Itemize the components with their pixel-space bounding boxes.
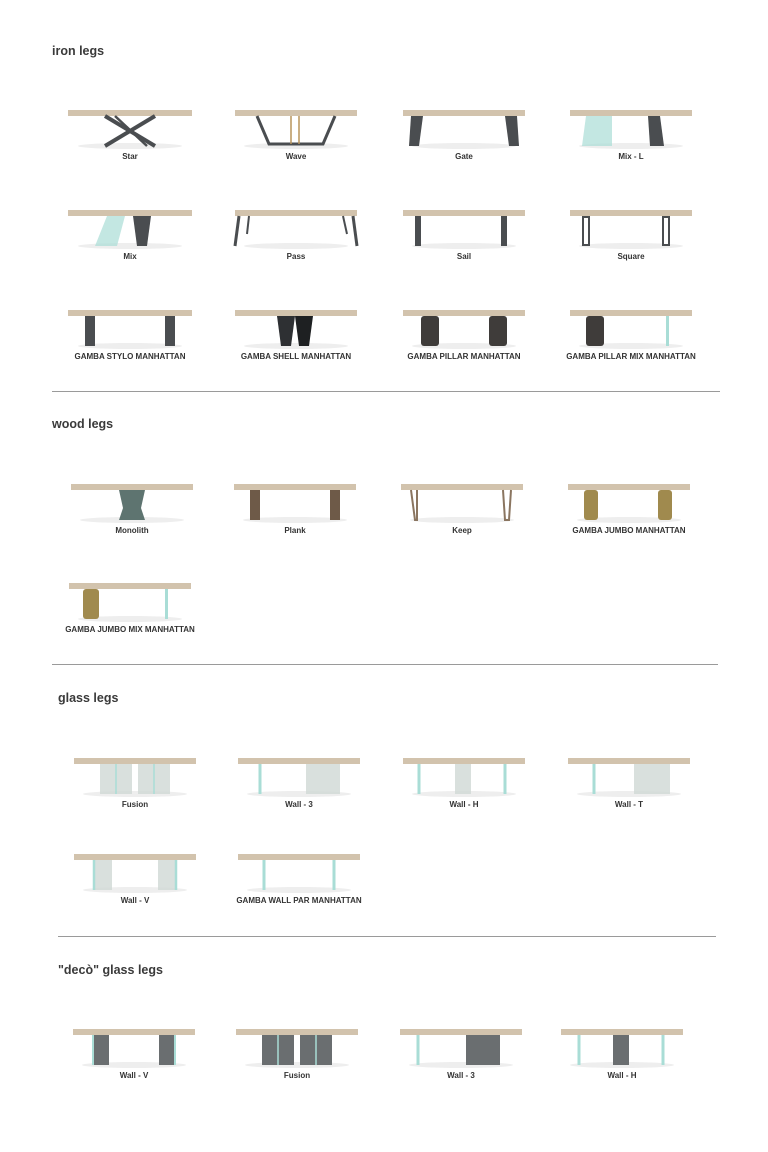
product-label: Wall - H [449,800,479,809]
section-title-wood-legs: wood legs [52,417,114,431]
product-label: Mix [123,252,137,261]
table-mix-icon [55,204,205,250]
product-deco-wall-3[interactable] [386,1023,536,1085]
product-label: GAMBA PILLAR MANHATTAN [407,352,521,361]
product-star[interactable] [55,104,205,166]
divider [58,936,716,937]
product-gamba-shell[interactable] [221,304,371,366]
product-label: Square [617,252,645,261]
table-sail-icon [389,204,539,250]
product-label: Wall - V [119,1071,149,1080]
product-gamba-pillar[interactable] [389,304,539,366]
table-jumbo-mix-icon [55,577,205,623]
product-label: Wave [285,152,307,161]
product-gamba-jumbo[interactable] [554,478,704,540]
table-star-icon [55,104,205,150]
table-wall-h-icon [389,752,539,798]
product-keep[interactable] [387,478,537,540]
product-label: GAMBA JUMBO MIX MANHATTAN [65,625,195,634]
product-label: Wall - 3 [285,800,313,809]
table-pillar-icon [389,304,539,350]
product-gamba-stylo[interactable] [55,304,205,366]
product-label: GAMBA PILLAR MIX MANHATTAN [566,352,696,361]
product-mix-l[interactable] [556,104,706,166]
table-wall-par-icon [224,848,374,894]
product-wall-3[interactable] [224,752,374,814]
product-wall-h[interactable] [389,752,539,814]
product-label: Wall - H [607,1071,637,1080]
table-gate-icon [389,104,539,150]
product-gamba-pillar-mix[interactable] [556,304,706,366]
product-gate[interactable] [389,104,539,166]
product-label: Keep [452,526,472,535]
product-wall-v[interactable] [60,848,210,910]
table-fusion-icon [60,752,210,798]
product-label: Fusion [121,800,149,809]
product-label: Pass [286,252,306,261]
table-shell-icon [221,304,371,350]
product-mix[interactable] [55,204,205,266]
product-wave[interactable] [221,104,371,166]
section-title-glass-legs: glass legs [58,691,119,705]
product-wall-t[interactable] [554,752,704,814]
product-plank[interactable] [220,478,370,540]
product-fusion[interactable] [60,752,210,814]
table-plank-icon [220,478,370,524]
section-title-deco-glass-legs: "decò" glass legs [58,963,163,977]
product-deco-fusion[interactable] [222,1023,372,1085]
product-gamba-wall-par[interactable] [224,848,374,910]
product-label: Sail [456,252,472,261]
table-deco-wall-h-icon [547,1023,697,1069]
section-title-iron-legs: iron legs [52,44,105,58]
product-gamba-jumbo-mix[interactable] [55,577,205,639]
table-wall-v-icon [60,848,210,894]
table-deco-wall-3-icon [386,1023,536,1069]
product-monolith[interactable] [57,478,207,540]
product-square[interactable] [556,204,706,266]
table-monolith-icon [57,478,207,524]
product-label: Wall - T [614,800,644,809]
divider [52,391,720,392]
product-label: Wall - 3 [447,1071,475,1080]
product-label: Star [122,152,138,161]
table-pillar-mix-icon [556,304,706,350]
product-label: GAMBA SHELL MANHATTAN [240,352,352,361]
table-mix-l-icon [556,104,706,150]
table-keep-icon [387,478,537,524]
product-sail[interactable] [389,204,539,266]
product-deco-wall-v[interactable] [59,1023,209,1085]
table-deco-fusion-icon [222,1023,372,1069]
divider [52,664,718,665]
table-pass-icon [221,204,371,250]
product-label: Fusion [283,1071,311,1080]
product-label: Monolith [115,526,149,535]
product-label: GAMBA JUMBO MANHATTAN [572,526,686,535]
table-stylo-icon [55,304,205,350]
product-label: Wall - V [120,896,150,905]
table-deco-wall-v-icon [59,1023,209,1069]
table-square-icon [556,204,706,250]
product-pass[interactable] [221,204,371,266]
product-label: Mix - L [618,152,644,161]
table-wall-t-icon [554,752,704,798]
product-label: Gate [455,152,473,161]
product-label: GAMBA STYLO MANHATTAN [74,352,186,361]
product-label: Plank [284,526,306,535]
table-wave-icon [221,104,371,150]
table-wall-3-icon [224,752,374,798]
product-label: GAMBA WALL PAR MANHATTAN [236,896,362,905]
product-deco-wall-h[interactable] [547,1023,697,1085]
table-jumbo-icon [554,478,704,524]
